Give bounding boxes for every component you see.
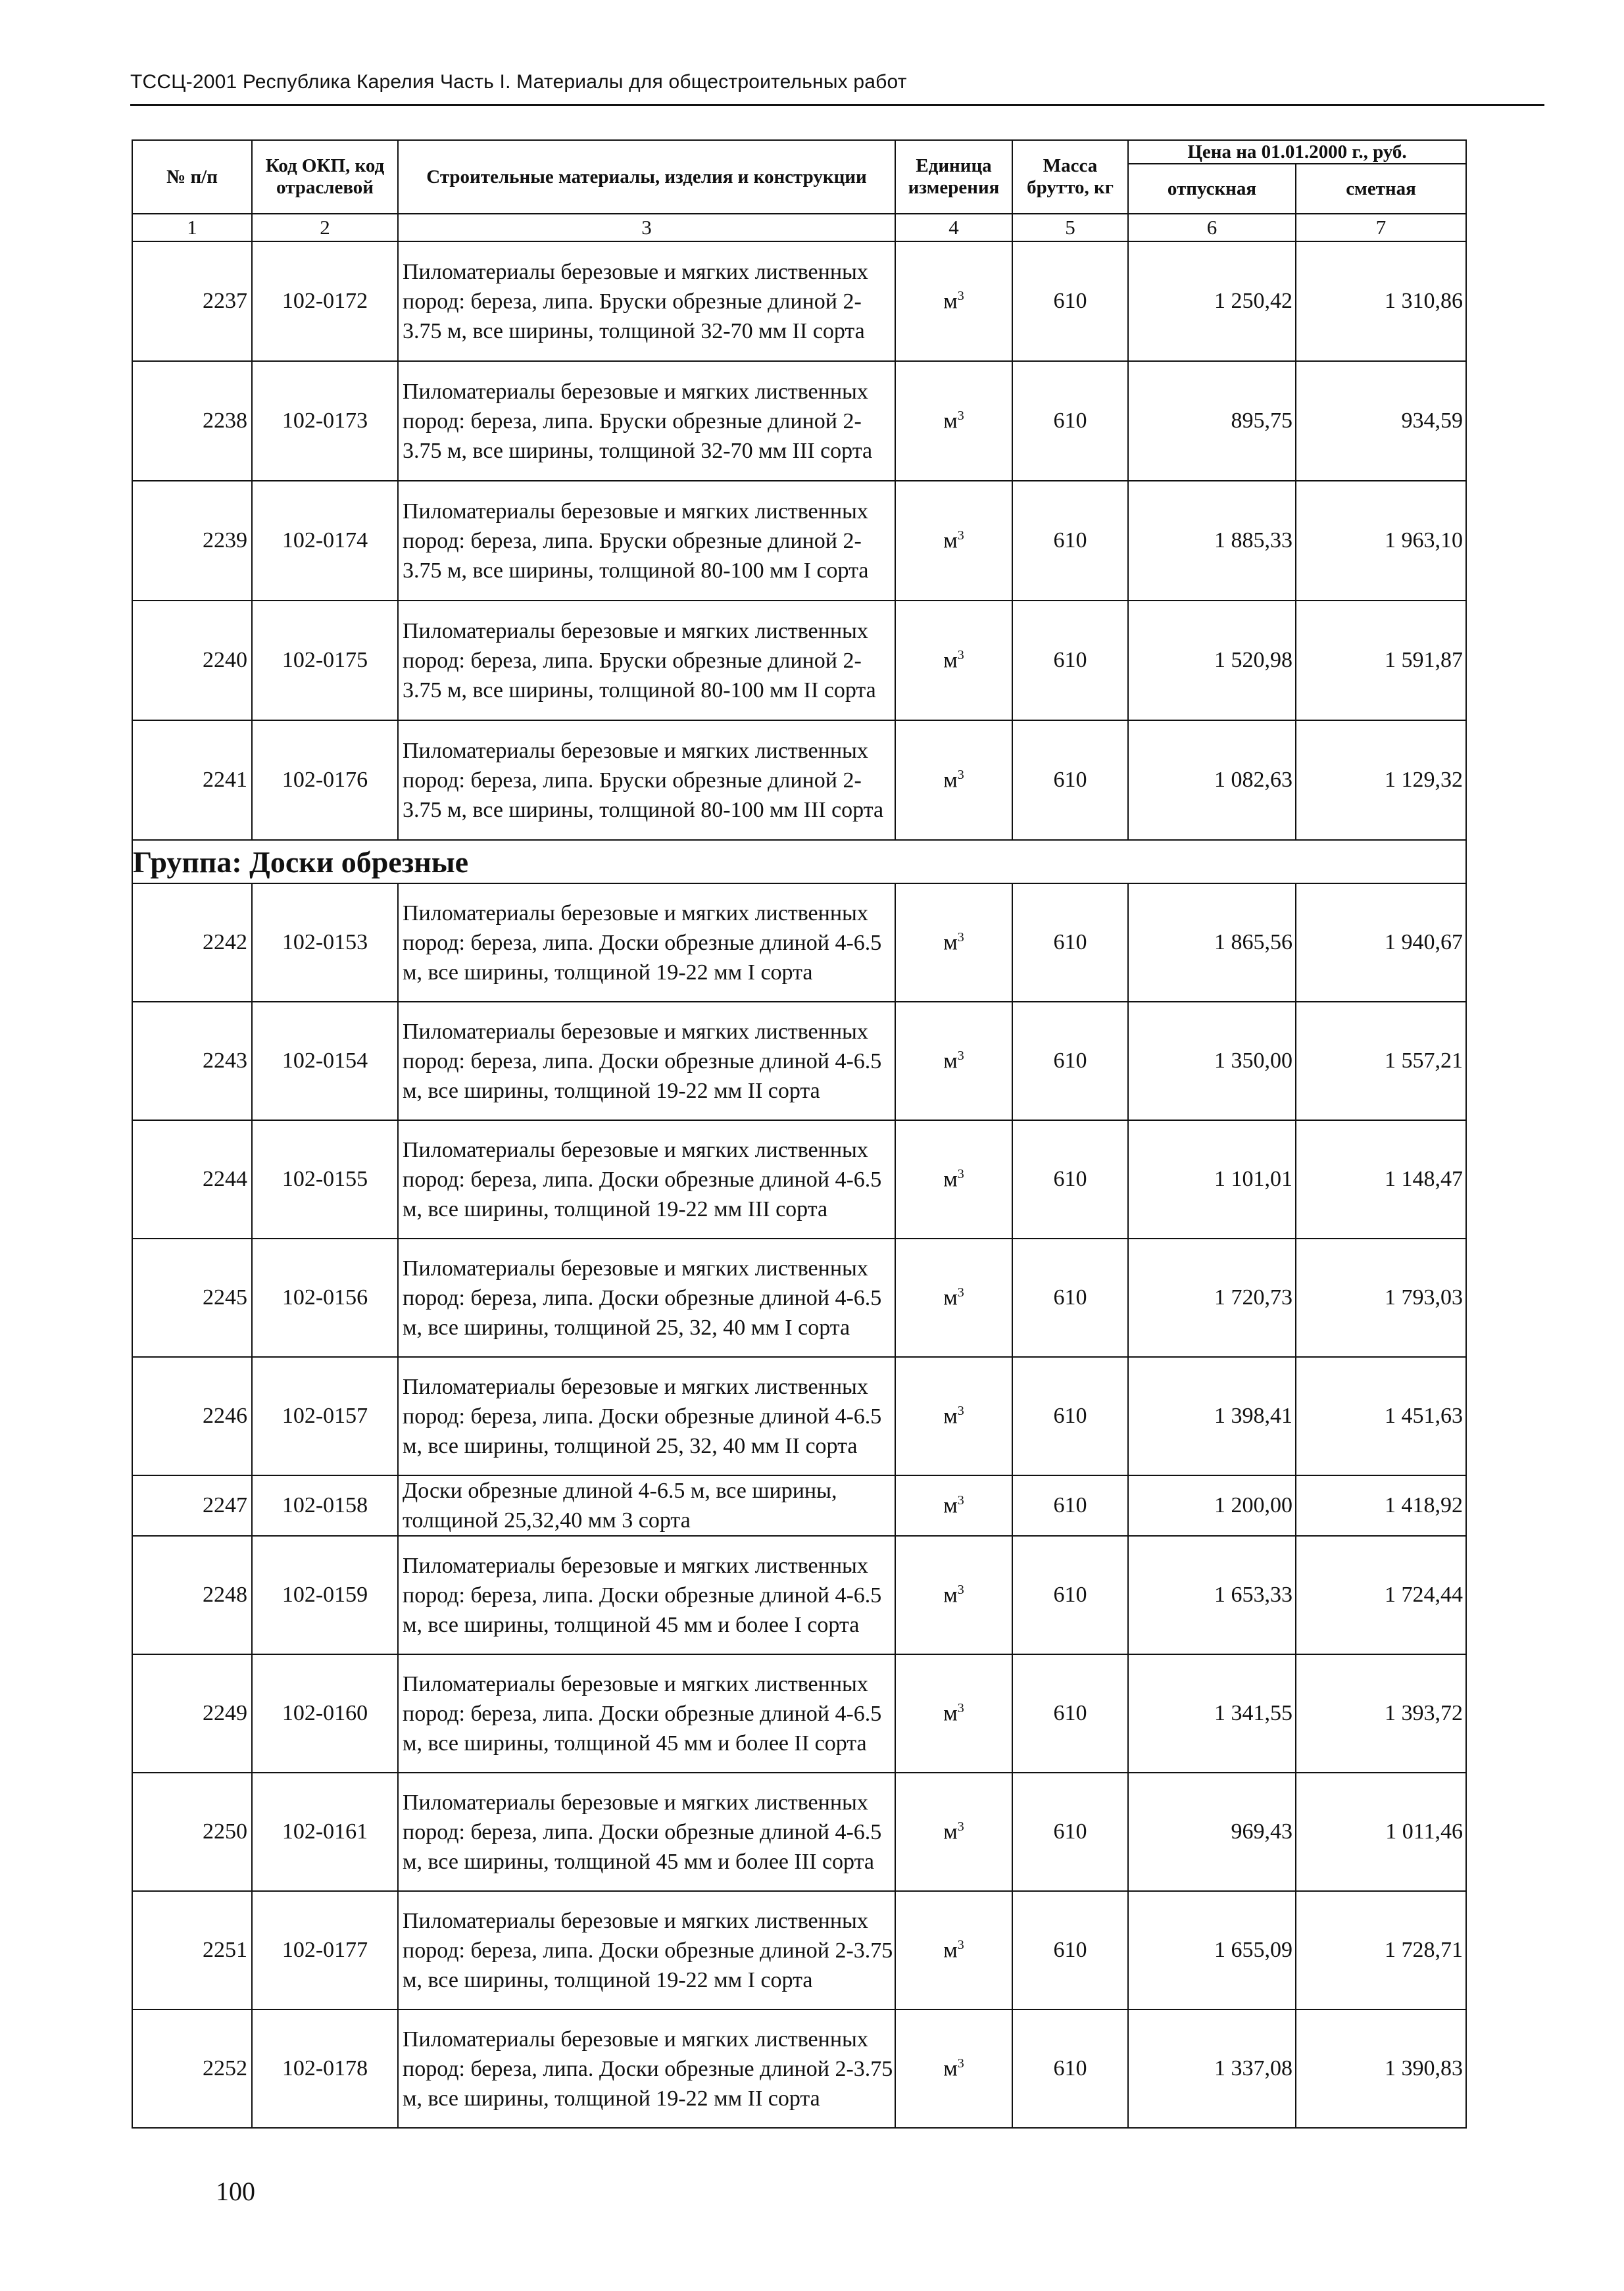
- row-code: 102-0156: [252, 1239, 398, 1357]
- row-unit: [895, 241, 1012, 361]
- price-table-body: [132, 241, 1466, 2128]
- row-index: 2250: [132, 1773, 252, 1891]
- col-header-price-estimate: сметная: [1296, 164, 1466, 214]
- unit-exponent: 3: [957, 1937, 964, 1952]
- table-row: [132, 1120, 1466, 1239]
- row-code: 102-0159: [252, 1536, 398, 1654]
- row-description: Доски обрезные длиной 4-6.5 м, все ширины, толщиной 25,32,40 мм 3 сорта: [398, 1475, 895, 1536]
- row-price-release: 969,43: [1128, 1773, 1296, 1891]
- unit-exponent: 3: [957, 1403, 964, 1418]
- table-row: [132, 1475, 1466, 1536]
- row-code: 102-0175: [252, 601, 398, 720]
- row-price-release: 895,75: [1128, 361, 1296, 481]
- row-description: Пиломатериалы березовые и мягких лиственных пород: береза, липа. Бруски обрезные длиной 2-3.75 м, все ширины, толщиной 32-70 мм III сорта: [398, 361, 895, 481]
- col-header-desc: Строительные материалы, изделия и конструкции: [398, 140, 895, 214]
- unit-base: м: [943, 1404, 958, 1429]
- row-unit: [895, 601, 1012, 720]
- table-row: [132, 1536, 1466, 1654]
- row-description: Пиломатериалы березовые и мягких лиственных пород: береза, липа. Доски обрезные длиной 4-6.5 м, все ширины, толщиной 19-22 мм III сорта: [398, 1120, 895, 1239]
- page-number: 100: [216, 2177, 255, 2206]
- row-unit: [895, 1002, 1012, 1120]
- column-number: 5: [1012, 214, 1128, 241]
- column-number: 3: [398, 214, 895, 241]
- table-row: [132, 241, 1466, 361]
- unit-exponent: 3: [957, 647, 964, 662]
- row-index: 2237: [132, 241, 252, 361]
- row-unit: [895, 1239, 1012, 1357]
- unit-base: м: [943, 1048, 958, 1073]
- unit-base: м: [943, 1938, 958, 1963]
- row-unit: [895, 1357, 1012, 1475]
- row-price-release: 1 341,55: [1128, 1654, 1296, 1773]
- row-description: Пиломатериалы березовые и мягких лиственных пород: береза, липа. Доски обрезные длиной 4-6.5 м, все ширины, толщиной 25, 32, 40 мм I сорта: [398, 1239, 895, 1357]
- unit-base: м: [943, 1583, 958, 1608]
- row-description: Пиломатериалы березовые и мягких лиственных пород: береза, липа. Доски обрезные длиной 2-3.75 м, все ширины, толщиной 19-22 мм I сорта: [398, 1891, 895, 2009]
- unit-base: м: [943, 1493, 958, 1518]
- table-row: [132, 720, 1466, 840]
- row-unit: [895, 1536, 1012, 1654]
- unit-base: м: [943, 408, 958, 433]
- unit-exponent: 3: [957, 1819, 964, 1834]
- unit-base: м: [943, 289, 958, 314]
- row-index: 2240: [132, 601, 252, 720]
- table-row: [132, 481, 1466, 601]
- row-mass: 610: [1012, 601, 1128, 720]
- unit-base: м: [943, 528, 958, 553]
- row-code: 102-0153: [252, 883, 398, 1002]
- unit-exponent: 3: [957, 1166, 964, 1181]
- row-price-release: 1 337,08: [1128, 2009, 1296, 2128]
- unit-base: м: [943, 1167, 958, 1192]
- row-mass: 610: [1012, 1536, 1128, 1654]
- unit-exponent: 3: [957, 929, 964, 945]
- row-code: 102-0158: [252, 1475, 398, 1536]
- row-price-estimate: 1 557,21: [1296, 1002, 1466, 1120]
- row-index: 2248: [132, 1536, 252, 1654]
- row-description: Пиломатериалы березовые и мягких лиственных пород: береза, липа. Доски обрезные длиной 4-6.5 м, все ширины, толщиной 45 мм и более I сорта: [398, 1536, 895, 1654]
- row-price-release: 1 520,98: [1128, 601, 1296, 720]
- row-unit: [895, 1891, 1012, 2009]
- row-unit: [895, 481, 1012, 601]
- row-index: 2244: [132, 1120, 252, 1239]
- row-mass: 610: [1012, 883, 1128, 1002]
- unit-exponent: 3: [957, 408, 964, 423]
- row-description: Пиломатериалы березовые и мягких лиственных пород: береза, липа. Бруски обрезные длиной 2-3.75 м, все ширины, толщиной 80-100 мм I сорта: [398, 481, 895, 601]
- column-number: 4: [895, 214, 1012, 241]
- row-mass: 610: [1012, 1002, 1128, 1120]
- row-price-release: 1 720,73: [1128, 1239, 1296, 1357]
- table-row: [132, 2009, 1466, 2128]
- row-code: 102-0154: [252, 1002, 398, 1120]
- row-mass: 610: [1012, 720, 1128, 840]
- table-row: [132, 1239, 1466, 1357]
- row-price-estimate: 1 129,32: [1296, 720, 1466, 840]
- row-description: Пиломатериалы березовые и мягких лиственных пород: береза, липа. Доски обрезные длиной 4-6.5 м, все ширины, толщиной 45 мм и более III сорта: [398, 1773, 895, 1891]
- row-price-release: 1 398,41: [1128, 1357, 1296, 1475]
- unit-exponent: 3: [957, 528, 964, 543]
- row-description: Пиломатериалы березовые и мягких лиственных пород: береза, липа. Бруски обрезные длиной 2-3.75 м, все ширины, толщиной 32-70 мм II сорта: [398, 241, 895, 361]
- row-unit: [895, 1773, 1012, 1891]
- row-description: Пиломатериалы березовые и мягких лиственных пород: береза, липа. Доски обрезные длиной 4-6.5 м, все ширины, толщиной 19-22 мм II сорта: [398, 1002, 895, 1120]
- unit-base: м: [943, 2056, 958, 2081]
- unit-base: м: [943, 930, 958, 955]
- row-code: 102-0161: [252, 1773, 398, 1891]
- table-row: [132, 883, 1466, 1002]
- row-unit: [895, 720, 1012, 840]
- page-header: ТССЦ-2001 Республика Карелия Часть I. Материалы для общестроительных работ: [130, 71, 907, 93]
- price-table: [132, 139, 1467, 2129]
- row-index: 2251: [132, 1891, 252, 2009]
- row-price-estimate: 1 793,03: [1296, 1239, 1466, 1357]
- group-row: [132, 840, 1466, 883]
- row-code: 102-0157: [252, 1357, 398, 1475]
- unit-base: м: [943, 1285, 958, 1310]
- row-code: 102-0178: [252, 2009, 398, 2128]
- unit-exponent: 3: [957, 2056, 964, 2071]
- unit-exponent: 3: [957, 1285, 964, 1300]
- row-unit: [895, 2009, 1012, 2128]
- table-row: [132, 1654, 1466, 1773]
- row-price-release: 1 655,09: [1128, 1891, 1296, 2009]
- row-index: 2241: [132, 720, 252, 840]
- row-description: Пиломатериалы березовые и мягких лиственных пород: береза, липа. Доски обрезные длиной 4-6.5 м, все ширины, толщиной 45 мм и более II сорта: [398, 1654, 895, 1773]
- row-price-estimate: 1 940,67: [1296, 883, 1466, 1002]
- column-number: 7: [1296, 214, 1466, 241]
- row-price-release: 1 200,00: [1128, 1475, 1296, 1536]
- row-price-estimate: 1 451,63: [1296, 1357, 1466, 1475]
- row-price-estimate: 1 724,44: [1296, 1536, 1466, 1654]
- unit-exponent: 3: [957, 288, 964, 303]
- row-code: 102-0172: [252, 241, 398, 361]
- row-description: Пиломатериалы березовые и мягких лиственных пород: береза, липа. Доски обрезные длиной 4-6.5 м, все ширины, толщиной 25, 32, 40 мм II сорта: [398, 1357, 895, 1475]
- row-mass: 610: [1012, 361, 1128, 481]
- row-code: 102-0155: [252, 1120, 398, 1239]
- row-price-estimate: 1 310,86: [1296, 241, 1466, 361]
- row-mass: 610: [1012, 1891, 1128, 2009]
- row-price-release: 1 350,00: [1128, 1002, 1296, 1120]
- row-mass: 610: [1012, 1475, 1128, 1536]
- row-index: 2242: [132, 883, 252, 1002]
- row-price-release: 1 082,63: [1128, 720, 1296, 840]
- group-title: Группа: Доски обрезные: [132, 840, 1466, 883]
- row-mass: 610: [1012, 1357, 1128, 1475]
- row-price-estimate: 934,59: [1296, 361, 1466, 481]
- row-code: 102-0160: [252, 1654, 398, 1773]
- row-mass: 610: [1012, 1239, 1128, 1357]
- header-rule: [130, 104, 1544, 106]
- row-code: 102-0174: [252, 481, 398, 601]
- row-code: 102-0173: [252, 361, 398, 481]
- col-header-code: Код ОКП, код отраслевой: [252, 140, 398, 214]
- table-row: [132, 601, 1466, 720]
- row-price-estimate: 1 418,92: [1296, 1475, 1466, 1536]
- row-index: 2252: [132, 2009, 252, 2128]
- row-price-release: 1 101,01: [1128, 1120, 1296, 1239]
- row-price-release: 1 865,56: [1128, 883, 1296, 1002]
- unit-exponent: 3: [957, 1700, 964, 1715]
- unit-exponent: 3: [957, 1582, 964, 1597]
- row-index: 2246: [132, 1357, 252, 1475]
- row-price-estimate: 1 390,83: [1296, 2009, 1466, 2128]
- row-price-release: 1 250,42: [1128, 241, 1296, 361]
- col-header-idx: № п/п: [132, 140, 252, 214]
- row-unit: [895, 883, 1012, 1002]
- row-index: 2249: [132, 1654, 252, 1773]
- table-row: [132, 1891, 1466, 2009]
- unit-base: м: [943, 648, 958, 673]
- column-number: 2: [252, 214, 398, 241]
- col-header-mass: Масса брутто, кг: [1012, 140, 1128, 214]
- row-price-estimate: 1 963,10: [1296, 481, 1466, 601]
- table-row: [132, 361, 1466, 481]
- col-header-price-group: Цена на 01.01.2000 г., руб.: [1128, 140, 1466, 164]
- column-number: 1: [132, 214, 252, 241]
- row-code: 102-0176: [252, 720, 398, 840]
- row-code: 102-0177: [252, 1891, 398, 2009]
- unit-exponent: 3: [957, 1492, 964, 1508]
- row-mass: 610: [1012, 1654, 1128, 1773]
- table-row: [132, 1002, 1466, 1120]
- column-number-row: [132, 214, 1466, 241]
- row-index: 2239: [132, 481, 252, 601]
- row-price-estimate: 1 728,71: [1296, 1891, 1466, 2009]
- row-price-estimate: 1 591,87: [1296, 601, 1466, 720]
- row-index: 2238: [132, 361, 252, 481]
- unit-exponent: 3: [957, 1048, 964, 1063]
- unit-base: м: [943, 1819, 958, 1844]
- unit-exponent: 3: [957, 767, 964, 782]
- row-unit: [895, 1475, 1012, 1536]
- row-price-estimate: 1 148,47: [1296, 1120, 1466, 1239]
- row-description: Пиломатериалы березовые и мягких лиственных пород: береза, липа. Доски обрезные длиной 2-3.75 м, все ширины, толщиной 19-22 мм II сорта: [398, 2009, 895, 2128]
- row-index: 2243: [132, 1002, 252, 1120]
- row-mass: 610: [1012, 241, 1128, 361]
- unit-base: м: [943, 1701, 958, 1726]
- col-header-price-release: отпускная: [1128, 164, 1296, 214]
- row-description: Пиломатериалы березовые и мягких лиственных пород: береза, липа. Доски обрезные длиной 4-6.5 м, все ширины, толщиной 19-22 мм I сорта: [398, 883, 895, 1002]
- col-header-unit: Единица измерения: [895, 140, 1012, 214]
- table-row: [132, 1357, 1466, 1475]
- row-unit: [895, 1120, 1012, 1239]
- unit-base: м: [943, 768, 958, 793]
- row-description: Пиломатериалы березовые и мягких лиственных пород: береза, липа. Бруски обрезные длиной 2-3.75 м, все ширины, толщиной 80-100 мм III сорта: [398, 720, 895, 840]
- row-price-release: 1 653,33: [1128, 1536, 1296, 1654]
- row-index: 2245: [132, 1239, 252, 1357]
- row-index: 2247: [132, 1475, 252, 1536]
- row-description: Пиломатериалы березовые и мягких лиственных пород: береза, липа. Бруски обрезные длиной 2-3.75 м, все ширины, толщиной 80-100 мм II сорта: [398, 601, 895, 720]
- row-unit: [895, 1654, 1012, 1773]
- table-row: [132, 1773, 1466, 1891]
- row-mass: 610: [1012, 2009, 1128, 2128]
- row-mass: 610: [1012, 1773, 1128, 1891]
- row-price-estimate: 1 393,72: [1296, 1654, 1466, 1773]
- column-number: 6: [1128, 214, 1296, 241]
- row-price-estimate: 1 011,46: [1296, 1773, 1466, 1891]
- row-mass: 610: [1012, 1120, 1128, 1239]
- row-unit: [895, 361, 1012, 481]
- row-price-release: 1 885,33: [1128, 481, 1296, 601]
- row-mass: 610: [1012, 481, 1128, 601]
